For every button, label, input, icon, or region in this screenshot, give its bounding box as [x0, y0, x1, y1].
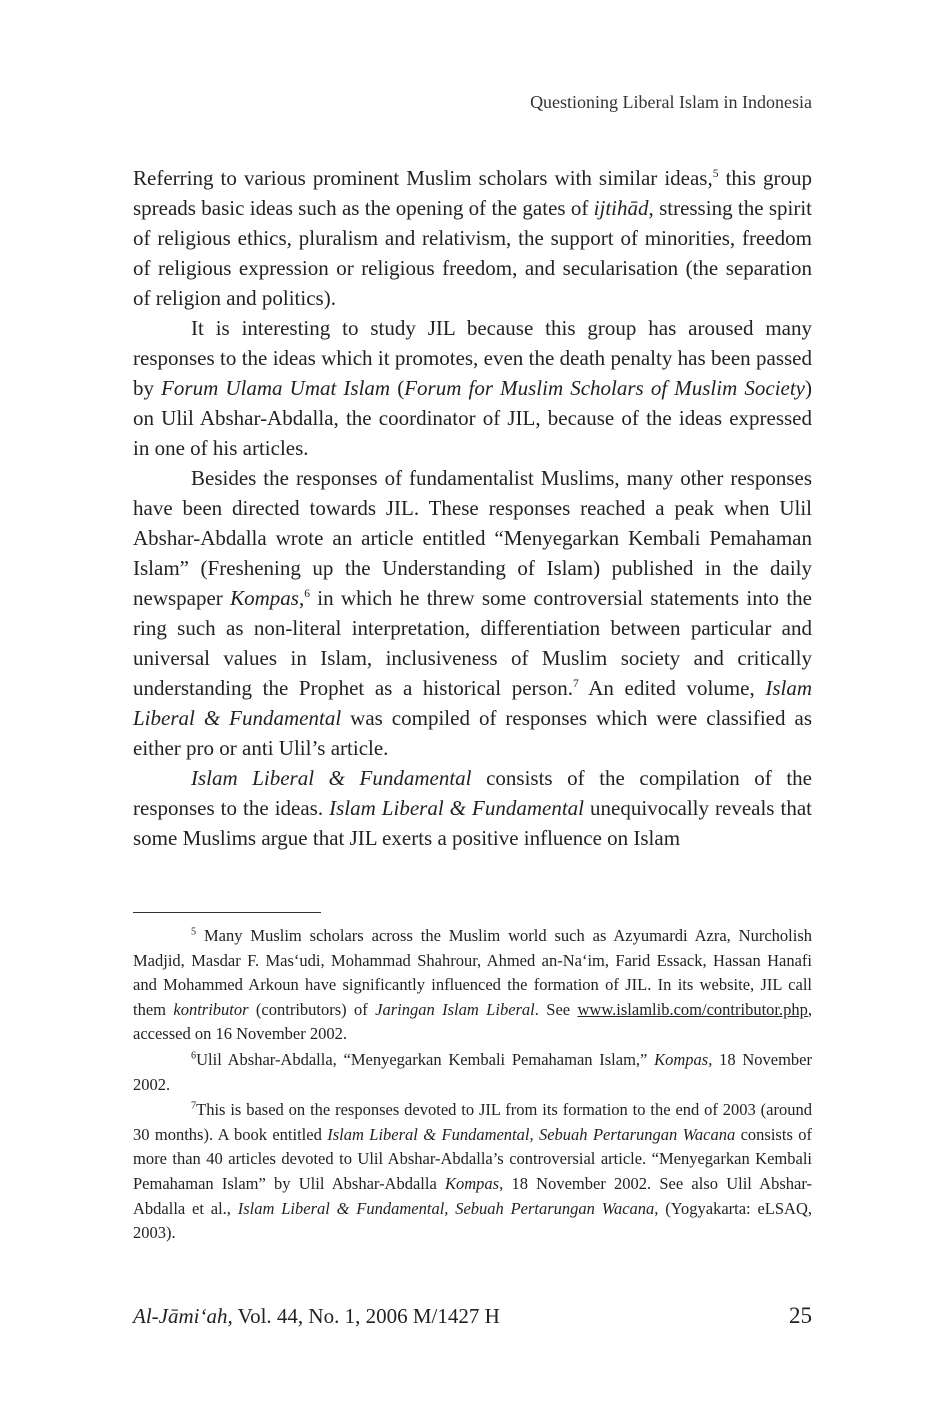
italic-term: Forum Ulama Umat Islam [161, 376, 391, 400]
italic-term: Kompas, [230, 586, 305, 610]
paragraph-3: Besides the responses of fundamentalist Muslims, many other responses have been directed towards JIL. These responses reached a peak when Ulil Abshar-Abdalla wrote an article entitled “Menyegarkan Kembali Pemahaman Islam” (Freshening up the Understanding of Islam) published in the daily newspaper Kompas,$^6$ in which he threw some controversial statements into the ring such as non-literal interpretation, differentiation between particular and universal values in Islam, inclusiveness of Muslim society and critically understanding the Prophet as a historical person.$^7$ An edited volume, Islam Liberal & Fundamental was compiled of responses which were classified as either pro or anti Ulil’s article. [133, 466, 812, 760]
journal-citation [133, 1302, 500, 1330]
footnote-7: $^7$This is based on the responses devoted to JIL from its formation to the end of 2003 (around 30 months). A book entitled Islam Liberal & Fundamental, Sebuah Pertarungan Wacana consists of more than 40 articles devoted to Ulil Abshar-Abdalla’s controversial article. “Menyegarkan Kembali Pemahaman Islam” by Ulil Abshar-Abdalla Kompas, 18 November 2002. See also Ulil Abshar-Abdalla et al., Islam Liberal & Fundamental, Sebuah Pertarungan Wacana, (Yogyakarta: eLSAQ, 2003). [133, 1100, 812, 1243]
footnote-ref-6[interactable]: 6 [304, 588, 310, 600]
paragraph-2: It is interesting to study JIL because this group has aroused many responses to the ideas which it promotes, even the death penalty has been passed by Forum Ulama Umat Islam (Forum for Muslim Scholars of Muslim Society) on Ulil Abshar-Abdalla, the coordinator of JIL, because of the ideas expressed in one of his articles. [133, 316, 813, 460]
footnote-6: $^6$Ulil Abshar-Abdalla, “Menyegarkan Kembali Pemahaman Islam,” Kompas, 18 November 2002. [133, 1049, 812, 1094]
italic-term: Forum for Muslim Scholars of Muslim Society [404, 376, 806, 400]
page-number: 25 [789, 1303, 812, 1328]
website-link[interactable]: www.islamlib.com/contributor.php [577, 999, 808, 1019]
running-header: Questioning Liberal Islam in Indonesia [530, 92, 812, 112]
footnote-ref-7[interactable]: 7 [572, 678, 579, 690]
italic-term: Islam Liberal & Fundamental [191, 766, 472, 790]
paragraph-1: Referring to various prominent Muslim scholars with similar ideas,$^5$ this group spreads basic ideas such as the opening of the gates of ijtihād, stressing the spirit of religious ethics, pluralism and relativism, the support of minorities, freedom of religious expression or religious freedom, and secularisation (the separation of religion and politics). [133, 166, 812, 310]
italic-term: Islam Liberal & Fundamental [133, 676, 812, 730]
footnote-ref-5[interactable]: 5 [712, 168, 719, 180]
journal-issue: Vol. 44, No. 1, 2006 M/1427 H [232, 1304, 500, 1328]
paragraph-4: Islam Liberal & Fundamental consists of the compilation of the responses to the ideas. Islam Liberal & Fundamental unequivocally reveals that some Muslims argue that JIL exerts a positive influence on Islam [133, 766, 812, 850]
body-text [133, 163, 812, 853]
footnote-5: $^5$ Many Muslim scholars across the Muslim world such as Azyumardi Azra, Nurcholish Madjid, Masdar F. Mas‘udi, Mohammad Shahrour, Ahmed an-Na‘im, Farid Essack, Hassan Hanafi and Mohammed Arkoun have significantly influenced the formation of JIL. In its website, JIL call them kontributor (contributors) of Jaringan Islam Liberal. See www.islamlib.com/contributor.php, accessed on 16 November 2002. [133, 926, 812, 1044]
footnote-separator [133, 912, 321, 913]
footnotes [133, 924, 812, 1247]
journal-name: Al-Jāmi‘ah, [133, 1304, 233, 1328]
italic-term: ijtihād [593, 196, 649, 220]
italic-term: Islam Liberal & Fundamental [329, 796, 585, 820]
